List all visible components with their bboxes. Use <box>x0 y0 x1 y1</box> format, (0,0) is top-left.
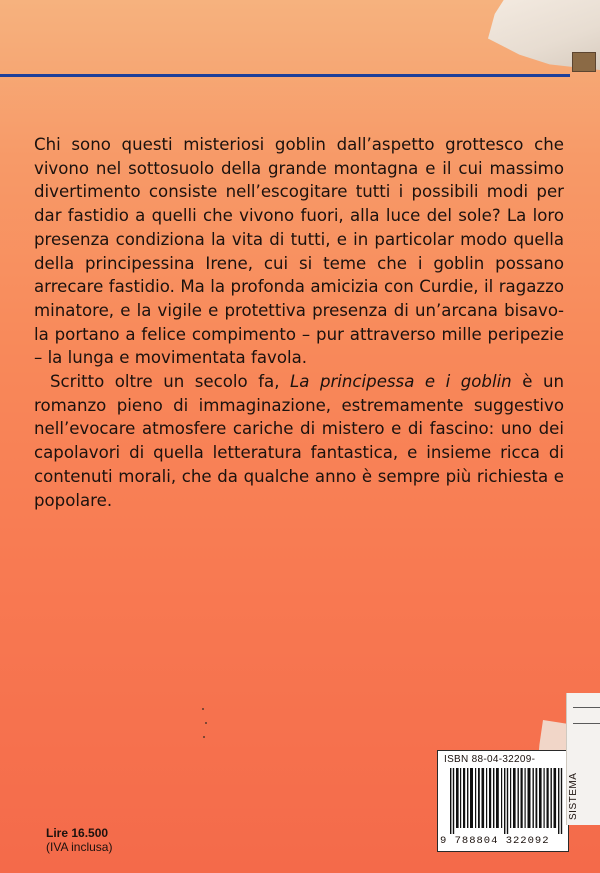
library-label-text: SISTEMA <box>568 772 579 820</box>
print-speck <box>205 722 207 724</box>
blurb-paragraph-2 <box>34 370 564 512</box>
barcode-bars <box>450 768 566 834</box>
label-line <box>573 723 600 724</box>
print-speck <box>203 736 205 738</box>
top-rule <box>0 74 570 77</box>
back-cover-blurb <box>34 133 564 512</box>
blurb-paragraph-2-body: è un romanzo pieno di immaginazione, estremamente suggestivo nell’evocare atmosfere cariche di mistero e di fascino: uno dei capolavori di quella letteratura fantastica, e insieme ricca di contenuti morali, che da qualche anno è sempre più richiesta e popolare. <box>34 372 565 510</box>
isbn-barcode-sticker <box>437 750 569 852</box>
spine-tab <box>572 52 596 72</box>
book-title: La principessa e i goblin <box>290 372 512 392</box>
ean-number: 9 788804 322092 <box>440 835 550 847</box>
blurb-paragraph-1: Chi sono questi misteriosi goblin dall’aspetto grottesco che vivono nel sottosuolo della grande montagna e il cui massimo divertimento consiste nell’escogitare tutti i possibili modi per dar fastidio a quelli che vivono fuori, alla luce del sole? La loro presenza condiziona la vita di tutti, e in particolar modo quella della principessina Irene, cui si teme che i goblin possano arrecare fastidio. Ma la profonda amicizia con Curdie, il ragazzo minatore, e la vigile e protettiva presenza di un’arcana bisavola portano a felice compimento – pur attraverso mille peripezie – la lunga e movimentata favola. <box>34 135 564 368</box>
price-amount: Lire 16.500 <box>46 826 109 840</box>
isbn-number: ISBN 88-04-32209- <box>444 754 536 765</box>
label-line <box>573 707 600 708</box>
blurb-paragraph-2-intro: Scritto oltre un secolo fa, <box>50 372 291 392</box>
price-vat-note: (IVA inclusa) <box>46 840 113 854</box>
print-speck <box>202 708 204 710</box>
price-block <box>46 826 112 854</box>
